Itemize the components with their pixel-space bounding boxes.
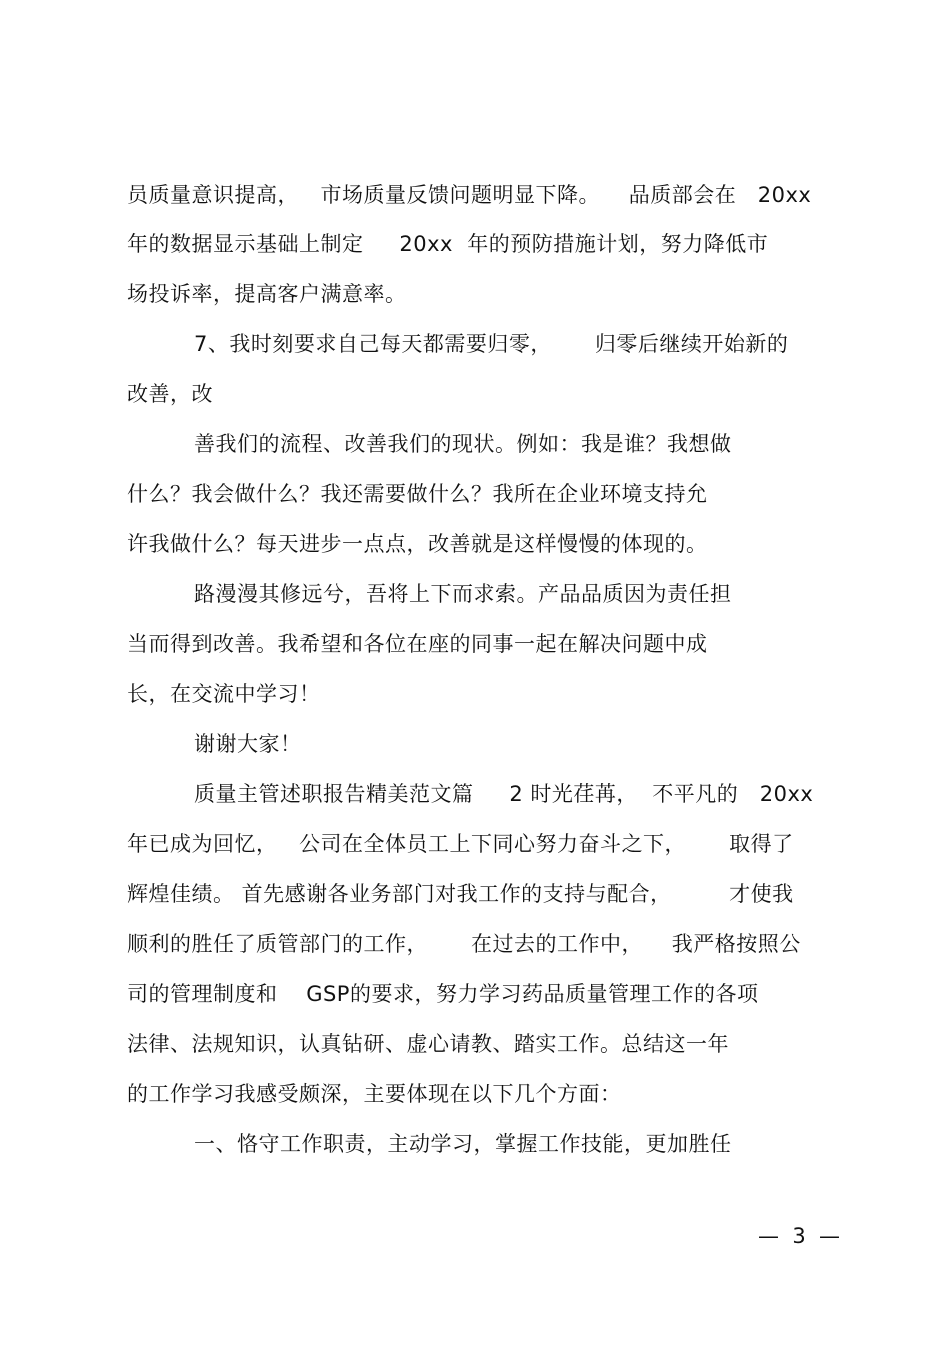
text-line: 场投诉率，提高客户满意率。: [127, 282, 407, 306]
text-line: 当而得到改善。我希望和各位在座的同事一起在解决问题中成: [127, 632, 708, 656]
text-line: 什么？我会做什么？我还需要做什么？我所在企业环境支持允: [127, 482, 708, 506]
text-line: 年的数据显示基础上制定 20xx 年的预防措施计划，努力降低市: [127, 232, 769, 256]
section-heading-line: 质量主管述职报告精美范文篇 2 时光荏苒， 不平凡的 20xx: [194, 782, 814, 806]
text-line: 年已成为回忆， 公司在全体员工上下同心努力奋斗之下， 取得了: [127, 832, 794, 856]
text-line: 许我做什么？每天进步一点点，改善就是这样慢慢的体现的。: [127, 532, 708, 556]
page-number: — 3 —: [758, 1224, 841, 1248]
text-line: 法律、法规知识，认真钻研、虚心请教、踏实工作。总结这一年: [127, 1032, 729, 1056]
text-line: 的工作学习我感受颇深，主要体现在以下几个方面：: [127, 1082, 622, 1106]
paragraph-start-line: 路漫漫其修远兮，吾将上下而求索。产品品质因为责任担: [194, 582, 732, 606]
paragraph-start-line: 一、恪守工作职责，主动学习，掌握工作技能，更加胜任: [194, 1132, 732, 1156]
paragraph-start-line: 谢谢大家！: [194, 732, 302, 756]
text-line: 顺利的胜任了质管部门的工作， 在过去的工作中， 我严格按照公: [127, 932, 801, 956]
text-line: 司的管理制度和 GSP的要求，努力学习药品质量管理工作的各项: [127, 982, 759, 1006]
text-line: 辉煌佳绩。 首先感谢各业务部门对我工作的支持与配合， 才使我: [127, 882, 794, 906]
text-line: 员质量意识提高， 市场质量反馈问题明显下降。 品质部会在 20xx: [127, 183, 812, 207]
text-line: 改善，改: [127, 382, 213, 406]
paragraph-start-line: 善我们的流程、改善我们的现状。例如：我是谁？我想做: [194, 432, 732, 456]
text-line: 长，在交流中学习！: [127, 682, 321, 706]
paragraph-start-line: 7、我时刻要求自己每天都需要归零， 归零后继续开始新的: [194, 332, 789, 356]
